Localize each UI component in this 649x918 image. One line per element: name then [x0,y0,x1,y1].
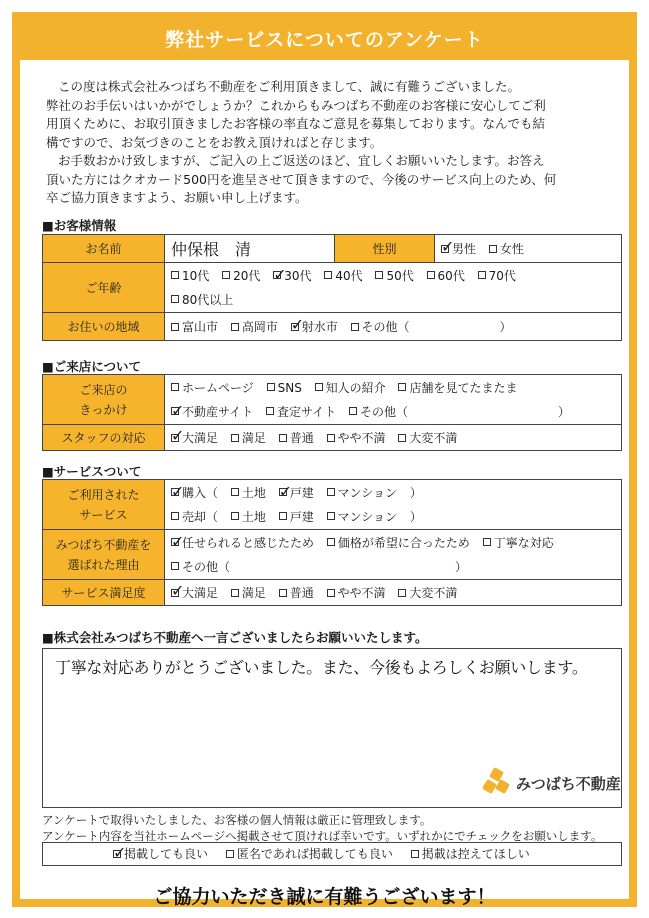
checkbox[interactable] [279,589,287,597]
intro-line: 頂いた方にはクオカード500円を進呈させて頂きますので、今後のサービス向上のため、何 [46,171,557,187]
reason-option[interactable]: ✓ 任せられると感じたため [171,531,314,555]
age-option[interactable]: 10代 [171,264,209,288]
checkbox[interactable] [273,265,287,284]
checkbox[interactable] [398,434,406,442]
checkbox[interactable] [351,323,359,331]
checkbox[interactable] [231,589,239,597]
comment-heading: ■株式会社みつばち不動産へ一言ございましたらお願いいたします。 [42,630,428,645]
trigger-label: ご来店の きっかけ [43,375,165,425]
checkbox[interactable] [279,434,287,442]
satisfaction-label: サービス満足度 [43,580,165,606]
rating-option[interactable]: やや不満 [327,584,386,601]
trigger-option[interactable]: 知人の紹介 [315,376,386,400]
gender-female[interactable]: 女性 [489,240,524,257]
intro-line: お手数おかけ致しますが、ご記入の上ご返送のほど、宜しくお願いいたします。お答え [58,153,545,168]
gender-label: 性別 [335,235,435,263]
checkbox[interactable] [278,482,293,501]
checkbox[interactable] [398,589,406,597]
used-service-label: ご利用された サービス [43,480,165,530]
trigger-option[interactable]: SNS [267,376,302,400]
checkbox[interactable] [171,532,185,551]
reason-option-other[interactable]: その他（ ） [171,555,467,579]
checkbox[interactable] [171,323,179,331]
land-option[interactable]: 土地 [231,481,266,505]
age-option[interactable]: 70代 [478,264,516,288]
trigger-option[interactable]: 店舗を見てたまたま [398,376,517,400]
check-mark-icon: ✓ [273,265,287,284]
trigger-option[interactable]: ✓ 不動産サイト [171,400,253,424]
name-label: お名前 [43,235,165,263]
honeycomb-icon [483,769,511,797]
checkbox[interactable] [231,434,239,442]
checkbox[interactable] [171,425,185,445]
customer-table [42,234,622,341]
checkbox[interactable] [171,271,179,279]
checkbox[interactable] [290,314,305,334]
logo-text: みつばち不動産 [516,774,621,793]
check-mark-icon: ✓ [171,580,185,600]
rating-option[interactable]: 満足 [231,429,266,446]
checkbox[interactable] [171,295,179,303]
visit-table [42,374,622,451]
checkbox[interactable] [327,488,335,496]
checkbox[interactable] [231,323,239,331]
intro-text [46,78,606,208]
checkbox[interactable] [483,538,491,546]
checkbox[interactable] [327,589,335,597]
age-label: ご年齢 [43,263,165,313]
publish-ok[interactable]: ✓ 掲載しても良い [113,842,209,862]
check-mark-icon: ✓ [171,482,185,501]
checkbox[interactable] [441,236,455,256]
checkbox[interactable] [489,245,497,253]
checkbox[interactable] [375,271,383,279]
staff-label: スタッフの対応 [43,425,165,451]
checkbox[interactable] [231,488,239,496]
checkbox[interactable] [226,850,234,858]
intro-line: 卒ご協力頂きますよう、お願い申し上げます。 [46,190,308,205]
checkbox[interactable] [171,383,179,391]
visit-heading: ■ご来店について [42,359,142,374]
used-service-options: ✓ 購入（ 土地 ✓ 戸建 マンション ） 売却（ 土地 戸建 マンション ） [165,480,622,530]
service-heading: ■サービスついて [42,464,142,479]
area-option[interactable]: ✓ 射水市 [290,314,338,334]
rating-option[interactable]: 普通 [279,584,314,601]
reason-option[interactable]: 丁寧な対応 [483,531,554,555]
age-option[interactable]: 60代 [427,264,465,288]
comment-text: 丁寧な対応ありがとうございました。また、今後もよろしくお願いします。 [55,658,588,677]
checkbox[interactable] [279,512,287,520]
house-option[interactable]: ✓ 戸建 [279,481,314,505]
checkbox[interactable] [171,562,179,570]
name-field[interactable]: 仲保根 清 [165,235,335,263]
area-options [165,313,622,341]
privacy-notice: アンケートで取得いたしました、お客様の個人情報は厳正に管理致します。 アンケート内容を当社ホームページへ掲載させて頂ければ幸いです。いずれかにでチェックをお願いします。 [42,813,603,843]
age-option[interactable]: 50代 [375,264,413,288]
intro-line: この度は株式会社みつばち不動産をご利用頂きまして、誠に有難うございました。 [58,79,521,94]
mansion-option[interactable]: マンション [327,505,397,529]
checkbox[interactable] [267,383,275,391]
reason-option[interactable]: 価格が希望に合ったため [327,531,470,555]
trigger-option[interactable]: 査定サイト [266,400,336,424]
age-option[interactable]: ✓ 30代 [273,264,311,288]
rating-option[interactable]: ✓ 大満足 [171,425,219,445]
checkbox[interactable] [171,512,179,520]
house-option[interactable]: 戸建 [279,505,314,529]
trigger-options [165,375,622,425]
checkbox[interactable] [324,271,332,279]
age-options [165,263,622,313]
checkbox[interactable] [266,407,274,415]
checkbox[interactable] [171,580,185,600]
gender-male[interactable]: ✓ 男性 [441,236,477,256]
trigger-option[interactable]: ホームページ [171,376,254,400]
reason-options [165,530,622,580]
checkbox[interactable] [171,482,185,501]
staff-rating-options [165,425,622,451]
intro-line: 弊社のお手伝いはいかがでしょうか？これからもみつばち不動産のお客様に安心してご利 [46,97,546,113]
check-mark-icon: ✓ [278,482,293,501]
publish-options [42,842,622,866]
survey-frame [12,12,637,907]
checkbox[interactable] [327,434,335,442]
trigger-option-other[interactable]: その他（ ） [349,400,570,424]
intro-line: 構ですので、お気づきのことをお教え頂ければと存じます。 [46,134,383,150]
satisfaction-options [165,580,622,606]
checkbox[interactable] [315,383,323,391]
publish-anonymous[interactable]: 匿名であれば掲載しても良い [226,843,393,865]
thank-you-footer: ご協力いただき誠に有難うございます！ [153,886,496,908]
check-mark-icon: ✓ [113,842,127,862]
rating-option[interactable]: 大変不満 [398,584,457,601]
area-option[interactable]: 富山市 [171,318,218,335]
company-logo [483,769,621,797]
rating-option[interactable]: 普通 [279,429,314,446]
check-mark-icon: ✓ [290,314,305,334]
comment-box[interactable] [42,648,622,808]
age-option[interactable]: 20代 [222,264,260,288]
reason-label: みつばち不動産を 選ばれた理由 [43,530,165,580]
check-mark-icon: ✓ [441,236,455,256]
publish-decline[interactable]: 掲載は控えてほしい [411,843,530,865]
service-table [42,479,622,606]
checkbox[interactable] [411,850,419,858]
checkbox[interactable] [222,271,230,279]
checkbox[interactable] [349,407,357,415]
checkbox[interactable] [113,842,127,862]
area-option[interactable]: 高岡市 [231,318,278,335]
customer-heading: ■お客様情報 [42,218,117,233]
age-option[interactable]: 80代以上 [171,288,233,312]
checkbox[interactable] [427,271,435,279]
land-option[interactable]: 土地 [231,505,266,529]
area-label: お住いの地域 [43,313,165,341]
check-mark-icon: ✓ [171,532,185,551]
area-option-other[interactable]: その他（ ） [351,318,512,335]
check-mark-icon: ✓ [171,425,185,445]
checkbox[interactable] [398,383,406,391]
mansion-option[interactable]: マンション [327,481,397,505]
rating-option[interactable]: 満足 [231,584,266,601]
check-mark-icon: ✓ [171,401,185,420]
rating-option[interactable]: 大変不満 [398,429,457,446]
checkbox[interactable] [231,512,239,520]
checkbox[interactable] [171,401,185,420]
age-option[interactable]: 40代 [324,264,362,288]
survey-title: 弊社サービスについてのアンケート [20,20,629,60]
checkbox[interactable] [478,271,486,279]
gender-options [435,235,622,263]
checkbox[interactable] [327,512,335,520]
buy-option[interactable]: ✓ 購入（ [171,481,218,505]
intro-line: 用頂くために、お取引頂きましたお客様の率直なご意見を募集しております。なんでも結 [46,116,546,131]
sell-option[interactable]: 売却（ [171,505,218,529]
rating-option[interactable]: ✓ 大満足 [171,580,219,600]
checkbox[interactable] [327,538,335,546]
rating-option[interactable]: やや不満 [327,429,386,446]
